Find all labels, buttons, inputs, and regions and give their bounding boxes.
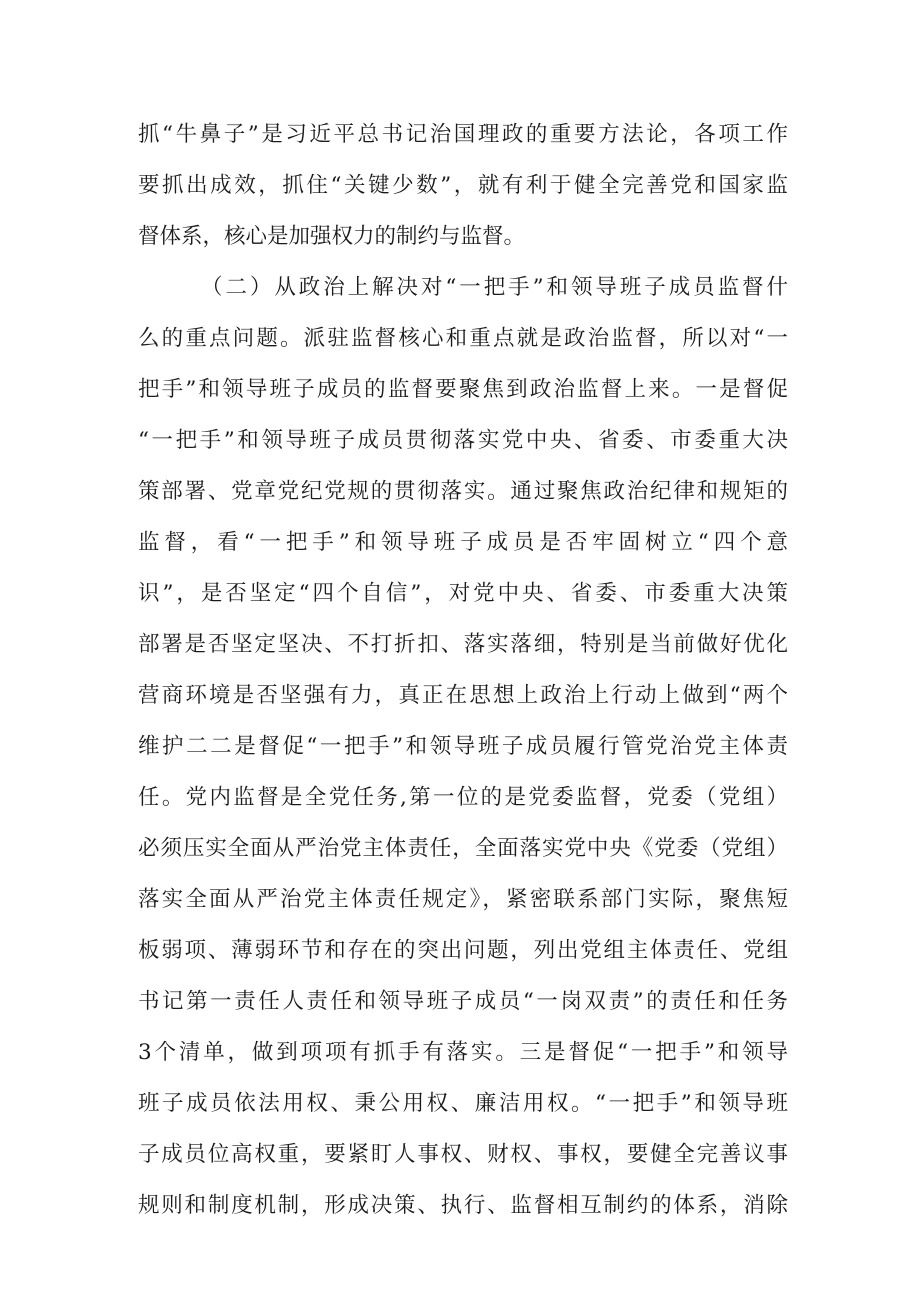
text-line: 部署是否坚定坚决、不打折扣、落实落细，特别是当前做好优化 (138, 632, 788, 657)
text-line: 必须压实全面从严治党主体责任，全面落实党中央《党委（党组） (138, 836, 788, 861)
text-line: 子成员位高权重，要紧盯人事权、财权、事权，要健全完善议事 (138, 1142, 788, 1167)
text-line: 规则和制度机制，形成决策、执行、监督相互制约的体系，消除 (138, 1193, 788, 1218)
text-line: 策部署、党章党纪党规的贯彻落实。通过聚焦政治纪律和规矩的 (138, 479, 788, 504)
text-line: 任。党内监督是全党任务,第一位的是党委监督，党委（党组） (138, 785, 788, 810)
text-line: 要抓出成效，抓住“关键少数”，就有利于健全完善党和国家监 (138, 173, 788, 198)
text-line: 监督，看“一把手”和领导班子成员是否牢固树立“四个意 (138, 530, 788, 555)
text-line: 维护二二是督促“一把手”和领导班子成员履行管党治党主体责 (138, 734, 788, 759)
text-line: 营商环境是否坚强有力，真正在思想上政治上行动上做到“两个 (138, 683, 788, 708)
text-line: 班子成员依法用权、秉公用权、廉洁用权。“一把手”和领导班 (138, 1091, 788, 1116)
text-line: 书记第一责任人责任和领导班子成员“一岗双责”的责任和任务 (138, 989, 788, 1014)
text-line: （二）从政治上解决对“一把手”和领导班子成员监督什 (201, 275, 788, 300)
text-line: 督体系，核心是加强权力的制约与监督。 (138, 224, 526, 249)
text-line: 落实全面从严治党主体责任规定》，紧密联系部门实际，聚焦短 (138, 887, 788, 912)
text-line: 板弱项、薄弱环节和存在的突出问题，列出党组主体责任、党组 (138, 938, 788, 963)
text-line: 3个清单，做到项项有抓手有落实。三是督促“一把手”和领导 (138, 1040, 788, 1065)
text-line: 识”，是否坚定“四个自信”，对党中央、省委、市委重大决策 (138, 581, 788, 606)
text-line: 么的重点问题。派驻监督核心和重点就是政治监督，所以对“一 (138, 326, 788, 351)
text-line: 把手”和领导班子成员的监督要聚焦到政治监督上来。一是督促 (138, 377, 788, 402)
text-line: 抓“牛鼻子”是习近平总书记治国理政的重要方法论，各项工作 (138, 122, 788, 147)
text-line: “一把手”和领导班子成员贯彻落实党中央、省委、市委重大决 (138, 428, 788, 453)
